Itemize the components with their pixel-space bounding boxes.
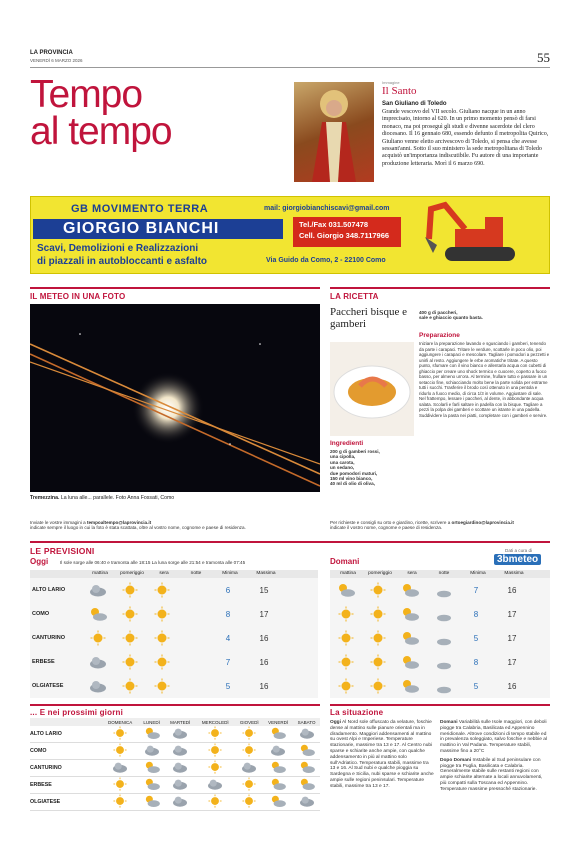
ricetta-heading: LA RICETTA bbox=[330, 292, 379, 301]
ingredients-title: Ingredienti bbox=[330, 440, 364, 447]
ricetta-invite bbox=[330, 520, 550, 531]
city-name: ALTO LARIO bbox=[32, 587, 66, 593]
domani-column-headers bbox=[330, 570, 550, 578]
weather-icon bbox=[269, 794, 287, 808]
weather-icon bbox=[336, 678, 356, 694]
oggi-column-headers bbox=[30, 570, 318, 578]
forecast-row bbox=[30, 650, 282, 674]
city-name: CANTURINO bbox=[30, 760, 102, 777]
ad-phone-2: Cell. Giorgio 348.7117966 bbox=[299, 231, 390, 240]
situazione-domani-text: Variabilità sulle Isole maggiori, con deboli piogge tra Calabria, Basilicata ed Appennino meridionale. Altrove condizioni di tempo stabile ed in prevalenza soleggiato, salvo foschie e nebbie al mattino in Val Padana. Temperature stabili, massime fino a 20°C bbox=[440, 720, 547, 754]
weather-icon bbox=[206, 743, 224, 757]
weather-icon bbox=[298, 777, 316, 791]
foto-caption-title: Tremezzina. bbox=[30, 495, 60, 501]
weather-icon bbox=[111, 760, 129, 774]
weather-icon bbox=[240, 760, 258, 774]
weather-icon bbox=[111, 743, 129, 757]
credit-label: Dati a cura di bbox=[505, 548, 533, 553]
weather-icon bbox=[432, 654, 452, 670]
min-temp: 5 bbox=[473, 633, 479, 643]
city-name: ERBESE bbox=[32, 659, 55, 665]
column-header: sera bbox=[159, 571, 169, 576]
weather-icon bbox=[184, 630, 204, 646]
city-name: COMO bbox=[30, 743, 102, 760]
max-temp: 17 bbox=[507, 609, 517, 619]
weather-icon bbox=[120, 606, 140, 622]
day-header: VENERDÌ bbox=[263, 718, 293, 726]
city-name: ALTO LARIO bbox=[30, 726, 102, 743]
situazione-heading: La situazione bbox=[330, 708, 384, 717]
day-header: DOMENICA bbox=[102, 718, 138, 726]
weather-icon bbox=[269, 760, 287, 774]
prossimi-heading: ... E nei prossimi giorni bbox=[30, 708, 124, 717]
situazione-oggi bbox=[330, 720, 434, 790]
weather-icon bbox=[120, 654, 140, 670]
title-line-2: al tempo bbox=[30, 110, 172, 153]
weather-icon bbox=[400, 654, 420, 670]
meteo-photo bbox=[30, 304, 320, 492]
foto-invite-email[interactable]: tempoaltempo@laprovincia.it bbox=[86, 520, 152, 525]
advertisement bbox=[30, 196, 550, 274]
weather-icon bbox=[171, 777, 189, 791]
ricetta-invite-email[interactable]: ortoegiardino@laprovincia.it bbox=[451, 520, 514, 525]
title-line-1: Tempo bbox=[30, 73, 143, 116]
weather-icon bbox=[143, 760, 161, 774]
weather-icon bbox=[152, 606, 172, 622]
credit-logo: 3bmeteo bbox=[494, 554, 541, 565]
city-name: OLGIATESE bbox=[30, 794, 102, 811]
oggi-label: Oggi bbox=[30, 557, 49, 566]
weather-icon bbox=[88, 654, 108, 670]
weather-icon bbox=[432, 678, 452, 694]
forecast-row bbox=[330, 626, 530, 650]
max-temp: 17 bbox=[507, 657, 517, 667]
page-number: 55 bbox=[537, 50, 550, 65]
weather-icon bbox=[171, 794, 189, 808]
weather-icon bbox=[88, 582, 108, 598]
weather-icon bbox=[152, 582, 172, 598]
column-header: sera bbox=[407, 571, 417, 576]
foto-invite-text: Inviate le vostre immagini a bbox=[30, 520, 87, 525]
column-header: pomeriggio bbox=[368, 571, 392, 576]
saint-illustration bbox=[294, 82, 374, 182]
ad-desc-1: Scavi, Demolizioni e Realizzazioni bbox=[37, 243, 199, 254]
weather-icon bbox=[206, 760, 224, 774]
city-name: CANTURINO bbox=[32, 635, 65, 641]
min-temp: 8 bbox=[473, 609, 479, 619]
weather-icon bbox=[88, 630, 108, 646]
weather-icon bbox=[184, 606, 204, 622]
weather-icon bbox=[171, 760, 189, 774]
foto-invite-note: indicate sempre il luogo in cui la foto è stata scattata, oltre al vostro nome, cognome e paese di residenza. bbox=[30, 525, 246, 531]
weather-icon bbox=[184, 678, 204, 694]
weather-icon bbox=[184, 654, 204, 670]
domani-forecast bbox=[330, 570, 550, 698]
city-name: COMO bbox=[32, 611, 50, 617]
santo-text: Grande vescovo del VII secolo. Giuliano nacque in un anno imprecisato, intorno al 620. In un primo momento pensò di farsi monaco, ma poi proseguì gli studi e divenne sacerdote del clero diocesano. Il 16 gennaio 680, essendo defunto il metropolita Quirico, Giuliano venne eletto arcivescovo di Toledo, si pensa che avesse sessant'anni. Sotto il suo ministero la sede metropolitana di Toledo acquistò un'importanza indiscutibile. Fu autore di una importante produzione letteraria. Morì il 6 marzo 690. bbox=[382, 109, 549, 167]
forecast-row bbox=[330, 674, 530, 698]
weather-icon bbox=[120, 630, 140, 646]
weather-icon bbox=[400, 582, 420, 598]
santo-kicker: Immagine bbox=[382, 80, 400, 85]
weather-icon bbox=[152, 678, 172, 694]
ad-phone-1: Tel./Fax 031.507478 bbox=[299, 220, 369, 229]
day-header: MERCOLEDÌ bbox=[195, 718, 235, 726]
weather-icon bbox=[240, 726, 258, 740]
max-temp: 16 bbox=[259, 681, 269, 691]
column-header: notte bbox=[438, 571, 450, 576]
weather-icon bbox=[368, 678, 388, 694]
weather-icon bbox=[206, 777, 224, 791]
ricetta-title: Paccheri bisque e gamberi bbox=[330, 306, 407, 330]
column-header: Minima bbox=[222, 571, 238, 576]
ingredients-extra: 400 g di paccheri, sale e ghiaccio quanto basta. bbox=[419, 310, 483, 321]
weather-icon bbox=[298, 760, 316, 774]
column-header: Massima bbox=[504, 571, 524, 576]
min-temp: 5 bbox=[225, 681, 231, 691]
dish-illustration bbox=[330, 342, 414, 436]
previsioni-heading: LE PREVISIONI bbox=[30, 546, 95, 556]
prossimi-row bbox=[30, 760, 320, 777]
situazione-oggi-title: Oggi bbox=[330, 720, 341, 725]
weather-icon bbox=[111, 794, 129, 808]
previsioni-rule bbox=[30, 541, 550, 543]
situazione-domani bbox=[440, 720, 550, 793]
city-name: OLGIATESE bbox=[32, 683, 64, 689]
prep-text: Iniziare la preparazione lavando e sgusciando i gamberi, tenendo da parte i carapaci. Tritare le verdure, scottarle in poco olio, poi aggiungere i carapaci e mescolare. Tagliare i pomodori a pezzetti e unirli al resto. Aggiungere le erbe aromatiche tritate. A questo punto, sfumare con il vino bianco e allentarla acqua con cubetti di ghiaccio per creare uno shock termico e cuocere, coperto a fuoco basso, per almeno un'ora. Al termine, frullare tutto e passare in un setaccio fine, schiacciando molto bene la parte solida per estrarne tutti i succhi. Trasferire il brodo così ottenuto in una pentola e ridurlo a fuoco medio, di circa 1/3 in volume. Aggiustare di sale. Nel frattempo, lessare i paccheri, al dente, in abbondante acqua salata. Scolarli e farli saltare in padella con la bisque. Tagliare a pezzi la polpa dei gamberi e scottare un istante in una padella. Suddividere la pasta nei piatti, completare con i gamberi e servire. bbox=[419, 341, 550, 418]
forecast-row bbox=[30, 602, 282, 626]
weather-icon bbox=[88, 606, 108, 622]
situazione-dopo-title: Dopo Domani bbox=[440, 757, 472, 763]
prossimi-rule bbox=[30, 704, 320, 706]
weather-icon bbox=[368, 630, 388, 646]
weather-icon bbox=[269, 777, 287, 791]
weather-icon bbox=[269, 726, 287, 740]
foto-invite bbox=[30, 520, 320, 531]
prossimi-grid bbox=[30, 718, 320, 811]
min-temp: 7 bbox=[225, 657, 231, 667]
min-temp: 8 bbox=[225, 609, 231, 619]
weather-icon bbox=[143, 777, 161, 791]
foto-rule bbox=[30, 287, 320, 289]
weather-icon bbox=[88, 678, 108, 694]
weather-icon bbox=[240, 743, 258, 757]
ricetta-photo bbox=[330, 342, 414, 436]
weather-icon bbox=[269, 743, 287, 757]
prossimi-row bbox=[30, 777, 320, 794]
ricetta-invite-text: Per richieste e consigli su orto e giardino, ricette, scrivere a bbox=[330, 520, 452, 525]
weather-icon bbox=[400, 678, 420, 694]
excavator-illustration bbox=[425, 199, 545, 271]
situazione-rule bbox=[330, 704, 550, 706]
santo-name: San Giuliano di Toledo bbox=[382, 101, 447, 107]
max-temp: 17 bbox=[259, 609, 269, 619]
weather-icon bbox=[111, 777, 129, 791]
max-temp: 17 bbox=[507, 633, 517, 643]
weather-icon bbox=[111, 726, 129, 740]
column-header: Minima bbox=[470, 571, 486, 576]
forecast-row bbox=[30, 674, 282, 698]
prossimi-row bbox=[30, 743, 320, 760]
ad-company-name: GIORGIO BIANCHI bbox=[63, 220, 220, 237]
column-header: Massima bbox=[256, 571, 276, 576]
weather-icon bbox=[336, 606, 356, 622]
column-header: pomeriggio bbox=[120, 571, 144, 576]
prossimi-table bbox=[30, 718, 320, 811]
weather-icon bbox=[240, 777, 258, 791]
weather-icon bbox=[298, 743, 316, 757]
weather-icon bbox=[143, 726, 161, 740]
page-title bbox=[30, 73, 280, 153]
weather-icon bbox=[184, 582, 204, 598]
min-temp: 5 bbox=[473, 681, 479, 691]
santo-image bbox=[294, 82, 374, 182]
max-temp: 16 bbox=[507, 681, 517, 691]
min-temp: 6 bbox=[225, 585, 231, 595]
weather-icon bbox=[368, 606, 388, 622]
weather-icon bbox=[143, 743, 161, 757]
max-temp: 16 bbox=[507, 585, 517, 595]
situazione-domani-title: Domani bbox=[440, 720, 458, 725]
ad-desc-2: di piazzali in autobloccanti e asfalto bbox=[37, 256, 208, 267]
issue-date: VENERDÌ 6 MARZO 2026 bbox=[30, 58, 83, 63]
day-header: LUNEDÌ bbox=[138, 718, 165, 726]
weather-icon bbox=[171, 726, 189, 740]
ricetta-ingredients bbox=[330, 440, 414, 487]
situazione-dopo-text: Instabile al Sud peninsulare con piogge tra Puglia, Basilicata e Calabria. Generalmente stabile sulle restanti regioni con ampie schiarite alternate a locali annuvolamenti, più compatti sulla Toscana ed Appennino. Temperature massime pressoché stazionarie. bbox=[440, 757, 543, 792]
ad-email: mail: giorgiobianchiscavi@gmail.com bbox=[264, 205, 390, 212]
day-header: SABATO bbox=[293, 718, 320, 726]
santo-section bbox=[382, 80, 552, 168]
weather-icon bbox=[336, 654, 356, 670]
weather-icon bbox=[298, 794, 316, 808]
column-header: mattina bbox=[92, 571, 108, 576]
weather-icon bbox=[432, 582, 452, 598]
column-header: mattina bbox=[340, 571, 356, 576]
weather-icon bbox=[206, 794, 224, 808]
weather-icon bbox=[120, 582, 140, 598]
oggi-forecast bbox=[30, 570, 318, 698]
weather-icon bbox=[206, 726, 224, 740]
min-temp: 8 bbox=[473, 657, 479, 667]
foto-caption-text: La luna alle... parallele. Foto Anna Fossati, Como bbox=[59, 495, 175, 501]
weather-icon bbox=[368, 582, 388, 598]
weather-icon bbox=[152, 654, 172, 670]
ricetta-prep bbox=[419, 332, 550, 418]
weather-icon bbox=[336, 582, 356, 598]
min-temp: 7 bbox=[473, 585, 479, 595]
ad-name-band bbox=[33, 219, 283, 239]
weather-icon bbox=[171, 743, 189, 757]
weather-icon bbox=[400, 630, 420, 646]
domani-label: Domani bbox=[330, 557, 360, 566]
weather-icon bbox=[432, 630, 452, 646]
weather-icon bbox=[336, 630, 356, 646]
weather-icon bbox=[298, 726, 316, 740]
foto-heading: IL METEO IN UNA FOTO bbox=[30, 292, 126, 301]
max-temp: 16 bbox=[259, 633, 269, 643]
day-header: MARTEDÌ bbox=[165, 718, 195, 726]
max-temp: 16 bbox=[259, 657, 269, 667]
forecast-row bbox=[30, 626, 282, 650]
weather-icon bbox=[368, 654, 388, 670]
paper-name: LA PROVINCIA bbox=[30, 50, 73, 56]
foto-caption bbox=[30, 495, 320, 501]
forecast-row bbox=[330, 650, 530, 674]
santo-heading: Il Santo bbox=[382, 85, 417, 97]
ad-phone-box bbox=[293, 217, 401, 247]
forecast-row bbox=[330, 578, 530, 602]
situazione-oggi-text: Al Nord sole offuscato da velature, foschie dense al mattino sulle pianure orientali ma in diradamento. Maggiori addensamenti al mattino su ovest Alpi e Imperiese. Temperature stazionarie, massime tra 13 e 17. Al Centro nubi sparse e schiarite anche ampie, con qualche addensamento in più al mattino solo sull'Adriatico. Temperatura stabili, massime tra 13 e 16. Al Sud nubi e qualche pioggia su Sardegna e Sicilia, nubi sparse e schiarite anche ampie sulle regioni peninsulari. Temperature stabili, massime tra 13 e 17. bbox=[330, 720, 434, 789]
weather-icon bbox=[432, 606, 452, 622]
prossimi-row bbox=[30, 726, 320, 743]
city-name: ERBESE bbox=[30, 777, 102, 794]
masthead bbox=[30, 48, 550, 68]
ingredients-list: 200 g di gamberi rossi, una cipolla, una carota, un sedano, due pomodori maturi, 150 ml vino bianco, 40 ml di olio di oliva, bbox=[330, 449, 380, 487]
ad-address: Via Guido da Como, 2 - 22100 Como bbox=[266, 257, 386, 264]
column-header: notte bbox=[190, 571, 202, 576]
forecast-row bbox=[330, 602, 530, 626]
prep-title: Preparazione bbox=[419, 332, 460, 339]
max-temp: 15 bbox=[259, 585, 269, 595]
sun-info: Il sole sorge alle 06:40 e tramonta alle 18:15 La luna sorge alle 21:54 e tramonta alle 07:45 bbox=[60, 560, 246, 565]
weather-icon bbox=[143, 794, 161, 808]
weather-icon bbox=[152, 630, 172, 646]
weather-icon bbox=[120, 678, 140, 694]
day-header: GIOVEDÌ bbox=[235, 718, 263, 726]
min-temp: 4 bbox=[225, 633, 231, 643]
weather-icon bbox=[400, 606, 420, 622]
ricetta-invite-note: indicate il vostro nome, cognome e paese di residenza. bbox=[330, 525, 443, 531]
ricetta-rule bbox=[330, 287, 550, 289]
moon-photo bbox=[30, 304, 320, 492]
ad-company-top: GB MOVIMENTO TERRA bbox=[71, 203, 209, 215]
forecast-row bbox=[30, 578, 282, 602]
prossimi-row bbox=[30, 794, 320, 811]
weather-icon bbox=[240, 794, 258, 808]
